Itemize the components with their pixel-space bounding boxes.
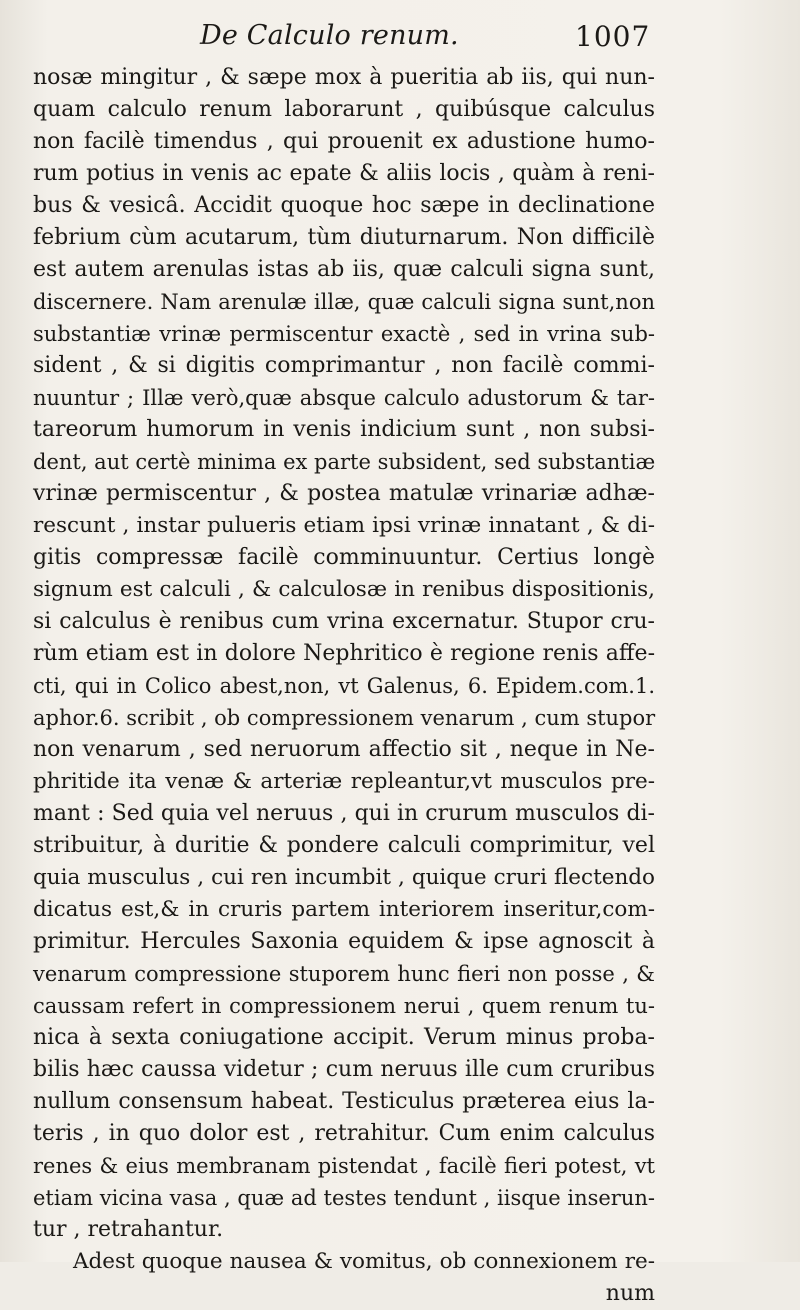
text-line: nosæ mingitur , & sæpe mox à pueritia ab iis, qui nun- [33,65,655,90]
text-line: renes & eius membranam pistendat , facilè fieri potest, vt [33,1154,655,1178]
body-text [33,62,655,1310]
text-line: mant : Sed quia vel neruus , qui in crurum musculos di- [33,801,655,826]
text-line: dicatus est,& in cruris partem interiorem inseritur,com- [33,897,655,922]
text-line: primitur. Hercules Saxonia equidem & ipse agnoscit à [33,929,655,954]
text-line: bus & vesicâ. Accidit quoque hoc sæpe in declinatione [33,193,655,218]
text-line: rum potius in venis ac epate & aliis locis , quàm à reni- [33,161,655,186]
text-line: bilis hæc caussa videtur ; cum neruus ille cum cruribus [33,1057,655,1082]
text-line: nuuntur ; Illæ verò,quæ absque calculo adustorum & tar- [33,386,655,410]
text-line: non facilè timendus , qui prouenit ex adustione humo- [33,129,655,154]
text-line: sident , & si digitis comprimantur , non facilè commi- [33,353,655,378]
page-number: 1007 [575,20,651,53]
text-line: dent, aut certè minima ex parte subsident, sed substantiæ [33,450,656,474]
text-line: discernere. Nam arenulæ illæ, quæ calculi signa sunt,non [33,290,655,314]
text-line: gitis compressæ facilè comminuuntur. Certius longè [33,545,655,570]
text-line: nica à sexta coniugatione accipit. Verum minus proba- [33,1025,655,1050]
text-line: vrinæ permiscentur , & postea matulæ vrinariæ adhæ- [33,481,655,506]
text-line: nullum consensum habeat. Testiculus præterea eius la- [33,1089,655,1114]
text-line: phritide ita venæ & arteriæ repleantur,vt musculos pre- [33,769,655,794]
text-line: venarum compressione stuporem hunc fieri non posse , & [33,962,655,986]
text-line: quam calculo renum laborarunt , quibúsque calculus [33,97,655,122]
text-line: teris , in quo dolor est , retrahitur. Cum enim calculus [33,1121,655,1146]
text-line: aphor.6. scribit , ob compressionem venarum , cum stupor [33,706,656,730]
text-line: si calculus è renibus cum vrina excernatur. Stupor cru- [33,609,655,634]
paragraph-end-line: tur , retrahantur. [33,1217,224,1242]
text-line: non venarum , sed neruorum affectio sit , neque in Ne- [33,737,655,762]
text-line: Adest quoque nausea & vomitus, ob connexionem re- [73,1249,655,1274]
text-line: rescunt , instar pulueris etiam ipsi vrinæ innatant , & di- [33,513,655,538]
text-line: caussam refert in compressionem nerui , quem renum tu- [33,994,655,1018]
page-header [0,20,800,60]
text-line: quia musculus , cui ren incumbit , quique cruri flectendo [33,865,655,890]
text-line: rùm etiam est in dolore Nephritico è regione renis affe- [33,641,655,666]
text-line: signum est calculi , & calculosæ in renibus dispositionis, [33,577,655,602]
text-line: etiam vicina vasa , quæ ad testes tendunt , iisque inserun- [33,1186,655,1210]
text-line: cti, qui in Colico abest,non, vt Galenus, 6. Epidem.com.1. [33,674,655,698]
running-title: De Calculo renum. [200,20,459,51]
text-line: substantiæ vrinæ permiscentur exactè , sed in vrina sub- [33,322,655,346]
text-line: est autem arenulas istas ab iis, quæ calculi signa sunt, [33,257,655,282]
catchword: num [605,1281,655,1306]
text-line: stribuitur, à duritie & pondere calculi comprimitur, vel [33,833,655,858]
text-line: tareorum humorum in venis indicium sunt , non subsi- [33,417,655,442]
text-line: febrium cùm acutarum, tùm diuturnarum. Non difficilè [33,225,655,250]
